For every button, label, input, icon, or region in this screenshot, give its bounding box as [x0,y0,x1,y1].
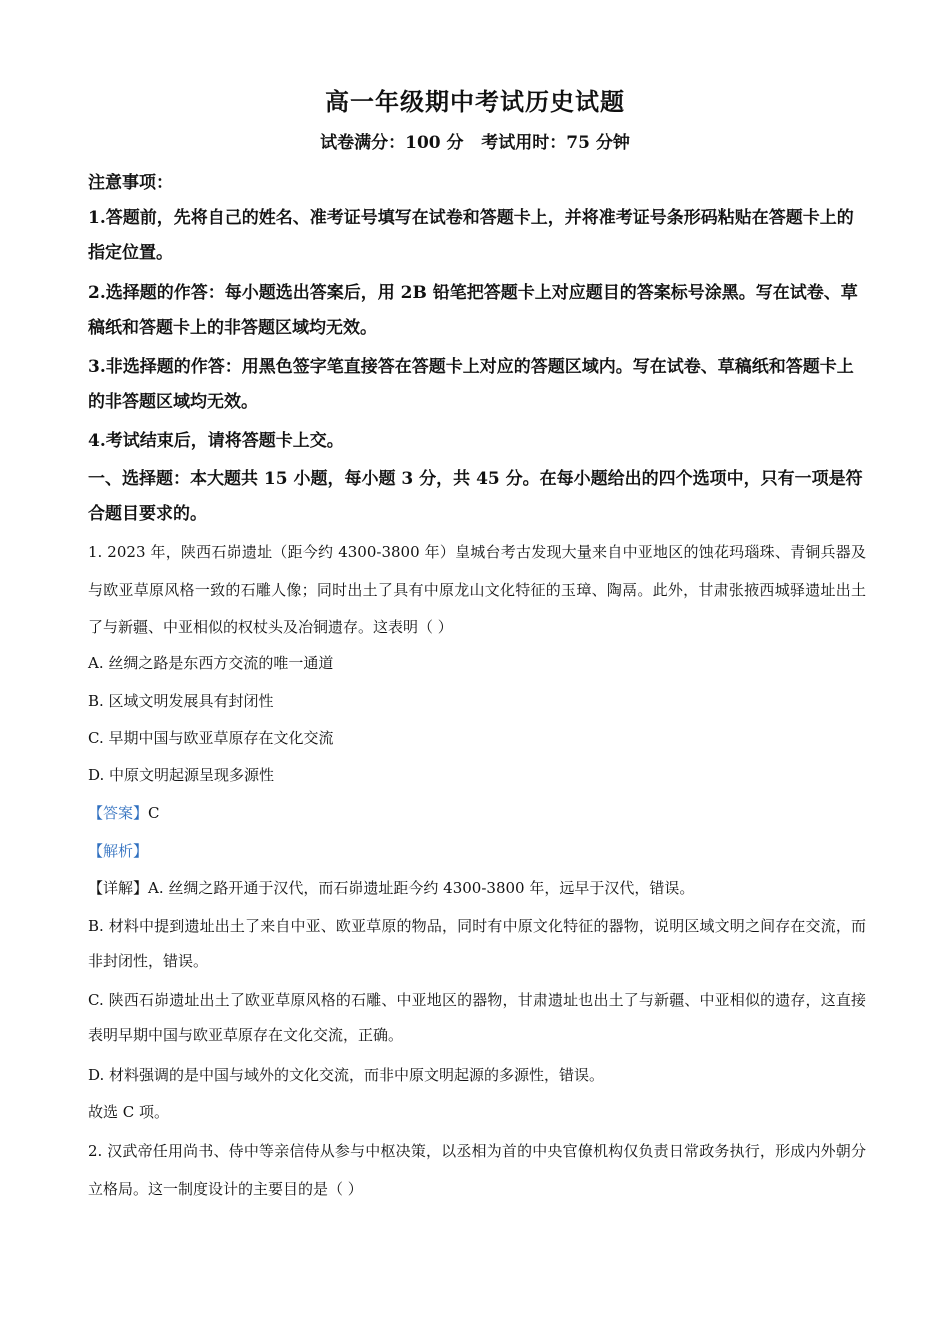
page-title: 高一年级期中考试历史试题 [325,87,625,116]
detail-a-text: A. 丝绸之路开通于汉代，而石峁遗址距今约 4300-3800 年，远早于汉代，错误。 [148,879,695,897]
notice-item-2: 2.选择题的作答：每小题选出答案后，用 2B 铅笔把答题卡上对应题目的答案标号涂黑。写在试卷、草稿纸和答题卡上的非答题区域均无效。 [88,283,858,338]
detail-c: C. 陕西石峁遗址出土了欧亚草原风格的石雕、中亚地区的器物，甘肃遗址也出土了与新疆、中亚相似的遗存，这直接表明早期中国与欧亚草原存在文化交流，正确。 [88,991,866,1044]
analysis-line [88,836,148,866]
answer-tag: 【答案】 [88,804,149,822]
detail-d: D. 材料强调的是中国与域外的文化交流，而非中原文明起源的多源性，错误。 [88,1066,605,1084]
question-1-option-c: C. 早期中国与欧亚草原存在文化交流 [88,729,334,747]
section-heading: 一、选择题：本大题共 15 小题，每小题 3 分，共 45 分。在每小题给出的四个选项中，只有一项是符合题目要求的。 [88,469,863,524]
notice-item-3: 3.非选择题的作答：用黑色签字笔直接答在答题卡上对应的答题区域内。写在试卷、草稿纸和答题卡上的非答题区域均无效。 [88,357,854,412]
question-1-option-d: D. 中原文明起源呈现多源性 [88,766,275,784]
notice-item-1: 1.答题前，先将自己的姓名、准考证号填写在试卷和答题卡上，并将准考证号条形码粘贴在答题卡上的指定位置。 [88,208,854,263]
exam-info: 试卷满分：100 分 考试用时：75 分钟 [320,133,630,153]
analysis-tag: 【解析】 [88,842,149,860]
detail-a [88,871,866,906]
question-2-stem: 2. 汉武帝任用尚书、侍中等亲信侍从参与中枢决策，以丞相为首的中央官僚机构仅负责日常政务执行，形成内外朝分立格局。这一制度设计的主要目的是（ ） [88,1142,866,1198]
answer-line [88,798,160,828]
notice-item-4: 4.考试结束后，请将答题卡上交。 [88,431,344,451]
question-1-option-b: B. 区域文明发展具有封闭性 [88,692,274,710]
notice-heading: 注意事项： [88,173,173,193]
question-1-option-a: A. 丝绸之路是东西方交流的唯一通道 [88,654,334,672]
conclusion: 故选 C 项。 [88,1103,170,1121]
detail-b: B. 材料中提到遗址出土了来自中亚、欧亚草原的物品，同时有中原文化特征的器物，说明区域文明之间存在交流，而非封闭性，错误。 [88,917,866,970]
question-1-stem: 1. 2023 年，陕西石峁遗址（距今约 4300-3800 年）皇城台考古发现大量来自中亚地区的蚀花玛瑙珠、青铜兵器及与欧亚草原风格一致的石雕人像；同时出土了具有中原龙山文化特征的玉璋、陶鬲。此外，甘肃张掖西城驿遗址出土了与新疆、中亚相似的权杖头及冶铜遗存。这表明（ ） [88,543,866,636]
answer-value: C [148,804,160,822]
detail-tag: 【详解】 [88,879,149,897]
